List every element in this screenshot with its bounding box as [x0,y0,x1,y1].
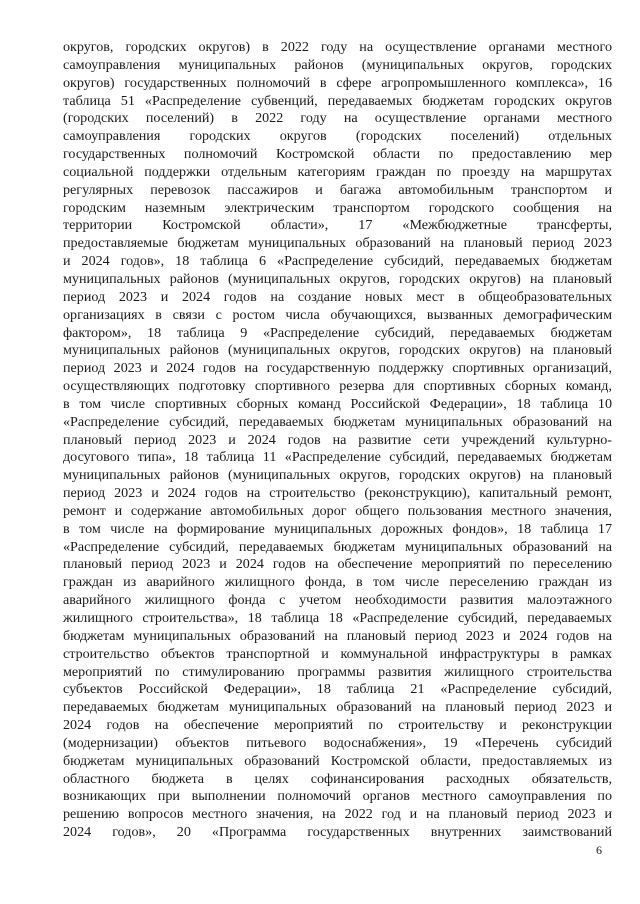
text-line: самоуправления муниципальных районов (муниципальных округов, городских [63,56,612,73]
body-text [63,39,612,842]
text-line: период 2023 и 2024 годов на создание новых мест в общеобразовательных [63,288,612,305]
text-line: субъектов Российской Федерации», 18 таблица 21 «Распределение субсидий, [63,681,612,698]
text-line: досугового типа», 18 таблица 11 «Распределение субсидий, передаваемых бюджетам [63,449,612,466]
text-line: решению вопросов местного значения, на 2022 год и на плановый период 2023 и [63,806,612,823]
text-line: городским наземным электрическим транспортом городского сообщения на [63,199,612,216]
page-number: 6 [596,843,602,857]
text-line: граждан из аварийного жилищного фонда, в том числе переселению граждан из [63,574,612,591]
text-line: регулярных перевозок пассажиров и багажа автомобильным транспортом и [63,181,612,198]
text-line: муниципальных районов (муниципальных округов, городских округов) на плановый [63,270,612,287]
text-line: мероприятий по стимулированию программы развития жилищного строительства [63,663,612,680]
text-line: бюджетам муниципальных образований Костромской области, предоставляемых из [63,752,612,769]
text-line: плановый период 2023 и 2024 годов на обеспечение мероприятий по переселению [63,556,612,573]
text-line: 2024 годов на обеспечение мероприятий по строительству и реконструкции [63,717,612,734]
text-line: жилищного строительства», 18 таблица 18 «Распределение субсидий, передаваемых [63,610,612,626]
text-line: муниципальных районов (муниципальных округов, городских округов) на плановый [63,467,612,484]
text-line: социальной поддержки отдельным категориям граждан по проезду на маршрутах [63,163,612,180]
text-line: таблица 51 «Распределение субвенций, передаваемых бюджетам городских округов [63,92,612,109]
text-line: аварийного жилищного фонда с учетом необходимости развития малоэтажного [63,592,612,609]
text-line: осуществляющих подготовку спортивного резерва для спортивных сборных команд, [63,378,612,395]
text-line: организациях в связи с ростом числа обучающихся, вызванных демографическим [63,306,612,323]
text-line: округов) государственных полномочий в сфере агропромышленного комплекса», 16 [63,74,612,91]
text-line: фактором», 18 таблица 9 «Распределение субсидий, передаваемых бюджетам [63,324,612,341]
text-line: «Распределение субсидий, передаваемых бюджетам муниципальных образований на [63,413,612,430]
text-line: округов, городских округов) в 2022 году на осуществление органами местного [63,39,612,55]
text-line: территории Костромской области», 17 «Межбюджетные трансферты, [63,217,612,234]
text-line: ремонт и содержание автомобильных дорог общего пользования местного значения, [63,502,612,519]
text-line: самоуправления городских округов (городских поселений) отдельных [63,128,612,145]
text-line: в том числе спортивных сборных команд Российской Федерации», 18 таблица 10 [63,395,612,412]
text-line: областного бюджета в целях софинансирования расходных обязательств, [63,770,612,787]
text-line: «Распределение субсидий, передаваемых бюджетам муниципальных образований на [63,538,612,555]
text-line: (городских поселений) в 2022 году на осуществление органами местного [63,110,612,127]
text-line: предоставляемые бюджетам муниципальных образований на плановый период 2023 [63,235,612,252]
text-line: возникающих при выполнении полномочий органов местного самоуправления по [63,788,612,805]
text-line: период 2023 и 2024 годов на государственную поддержку спортивных организаций, [63,360,612,377]
text-line: передаваемых бюджетам муниципальных образований на плановый период 2023 и [63,699,612,716]
text-line: в том числе на формирование муниципальных дорожных фондов», 18 таблица 17 [63,520,612,537]
text-line: государственных полномочий Костромской области по предоставлению мер [63,146,612,163]
text-line: и 2024 годов», 18 таблица 6 «Распределение субсидий, передаваемых бюджетам [63,253,612,270]
text-line: 2024 годов», 20 «Программа государственных внутренних заимствований [63,824,612,841]
text-line: бюджетам муниципальных образований на плановый период 2023 и 2024 годов на [63,627,612,644]
text-line: (модернизации) объектов питьевого водоснабжения», 19 «Перечень субсидий [63,734,612,751]
text-line: период 2023 и 2024 годов на строительство (реконструкцию), капитальный ремонт, [63,485,612,502]
text-line: строительство объектов транспортной и коммунальной инфраструктуры в рамках [63,645,612,662]
text-line: плановый период 2023 и 2024 годов на развитие сети учреждений культурно- [63,431,612,448]
text-line: муниципальных районов (муниципальных округов, городских округов) на плановый [63,342,612,359]
